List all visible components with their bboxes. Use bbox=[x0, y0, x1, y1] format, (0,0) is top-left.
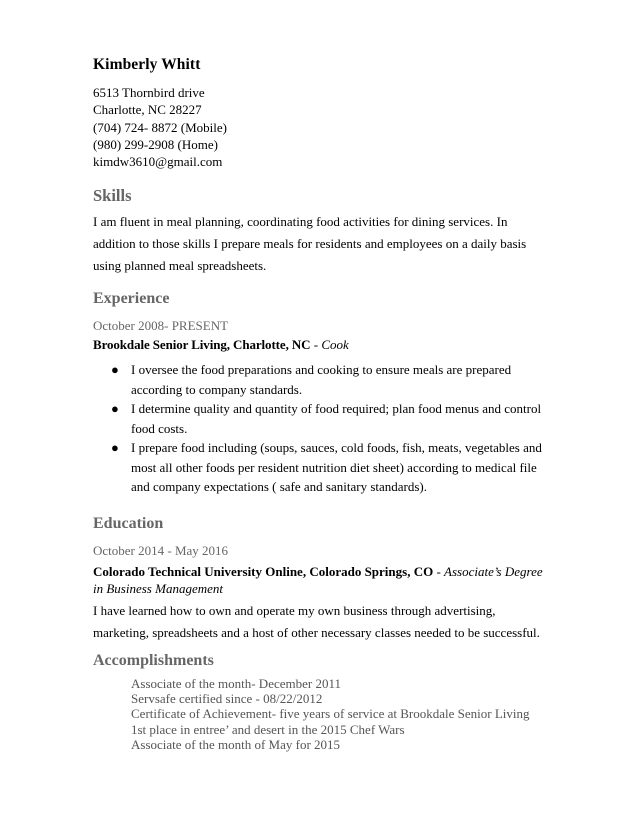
list-item: Certificate of Achievement- five years of service at Brookdale Senior Living bbox=[131, 706, 530, 722]
bullet-icon: ● bbox=[111, 401, 119, 416]
accomplishments-heading: Accomplishments bbox=[93, 652, 214, 669]
email-address: kimdw3610@gmail.com bbox=[93, 154, 223, 170]
school-line bbox=[93, 564, 553, 597]
school-name: Colorado Technical University Online, Colorado Springs, CO bbox=[93, 564, 434, 579]
education-date: October 2014 - May 2016 bbox=[93, 543, 229, 558]
employer-name: Brookdale Senior Living, Charlotte, NC bbox=[93, 337, 311, 352]
experience-bullets bbox=[93, 360, 553, 497]
education-heading: Education bbox=[93, 515, 164, 532]
bullet-icon: ● bbox=[111, 440, 119, 455]
candidate-name: Kimberly Whitt bbox=[93, 56, 201, 73]
contact-block bbox=[93, 84, 227, 170]
job-separator: - bbox=[310, 337, 322, 352]
list-item bbox=[93, 438, 553, 497]
list-item: Associate of the month of May for 2015 bbox=[131, 736, 341, 752]
bullet-text: I oversee the food preparations and cooking to ensure meals are prepared according to company standards. bbox=[131, 362, 512, 397]
list-item: Servsafe certified since - 08/22/2012 bbox=[131, 691, 323, 707]
list-item: Associate of the month- December 2011 bbox=[131, 676, 341, 691]
school-separator: - bbox=[433, 564, 445, 579]
bullet-text: I determine quality and quantity of food required; plan food menus and control food costs. bbox=[131, 401, 542, 436]
mobile-phone: (704) 724- 8872 (Mobile) bbox=[93, 119, 227, 135]
list-item bbox=[93, 399, 553, 438]
job-role: Cook bbox=[321, 337, 349, 352]
bullet-icon: ● bbox=[111, 362, 119, 377]
bullet-text: I prepare food including (soups, sauces, cold foods, fish, meats, vegetables and most all other foods per resident nutrition diet sheet) according to medical file and company expectations ( safe and sanitary standards). bbox=[131, 440, 542, 494]
degree-name: Associate’s Degree in Business Management bbox=[93, 564, 543, 596]
city-line: Charlotte, NC 28227 bbox=[93, 102, 202, 118]
skills-paragraph: I am fluent in meal planning, coordinating food activities for dining services. In addition to those skills I prepare meals for residents and employees on a daily basis using planned meal spreadsheets. bbox=[93, 214, 527, 273]
experience-heading: Experience bbox=[93, 290, 170, 307]
experience-date: October 2008- PRESENT bbox=[93, 318, 229, 333]
education-paragraph: I have learned how to own and operate my own business through advertising, marketing, spreadsheets and a host of other necessary classes needed to be successful. bbox=[93, 603, 540, 640]
list-item bbox=[93, 360, 553, 399]
address-line: 6513 Thornbird drive bbox=[93, 85, 205, 100]
accomplishments-list bbox=[131, 676, 530, 752]
list-item: 1st place in entree’ and desert in the 2015 Chef Wars bbox=[131, 721, 405, 737]
home-phone: (980) 299-2908 (Home) bbox=[93, 136, 218, 152]
job-title-line bbox=[93, 337, 349, 353]
skills-heading: Skills bbox=[93, 186, 132, 205]
